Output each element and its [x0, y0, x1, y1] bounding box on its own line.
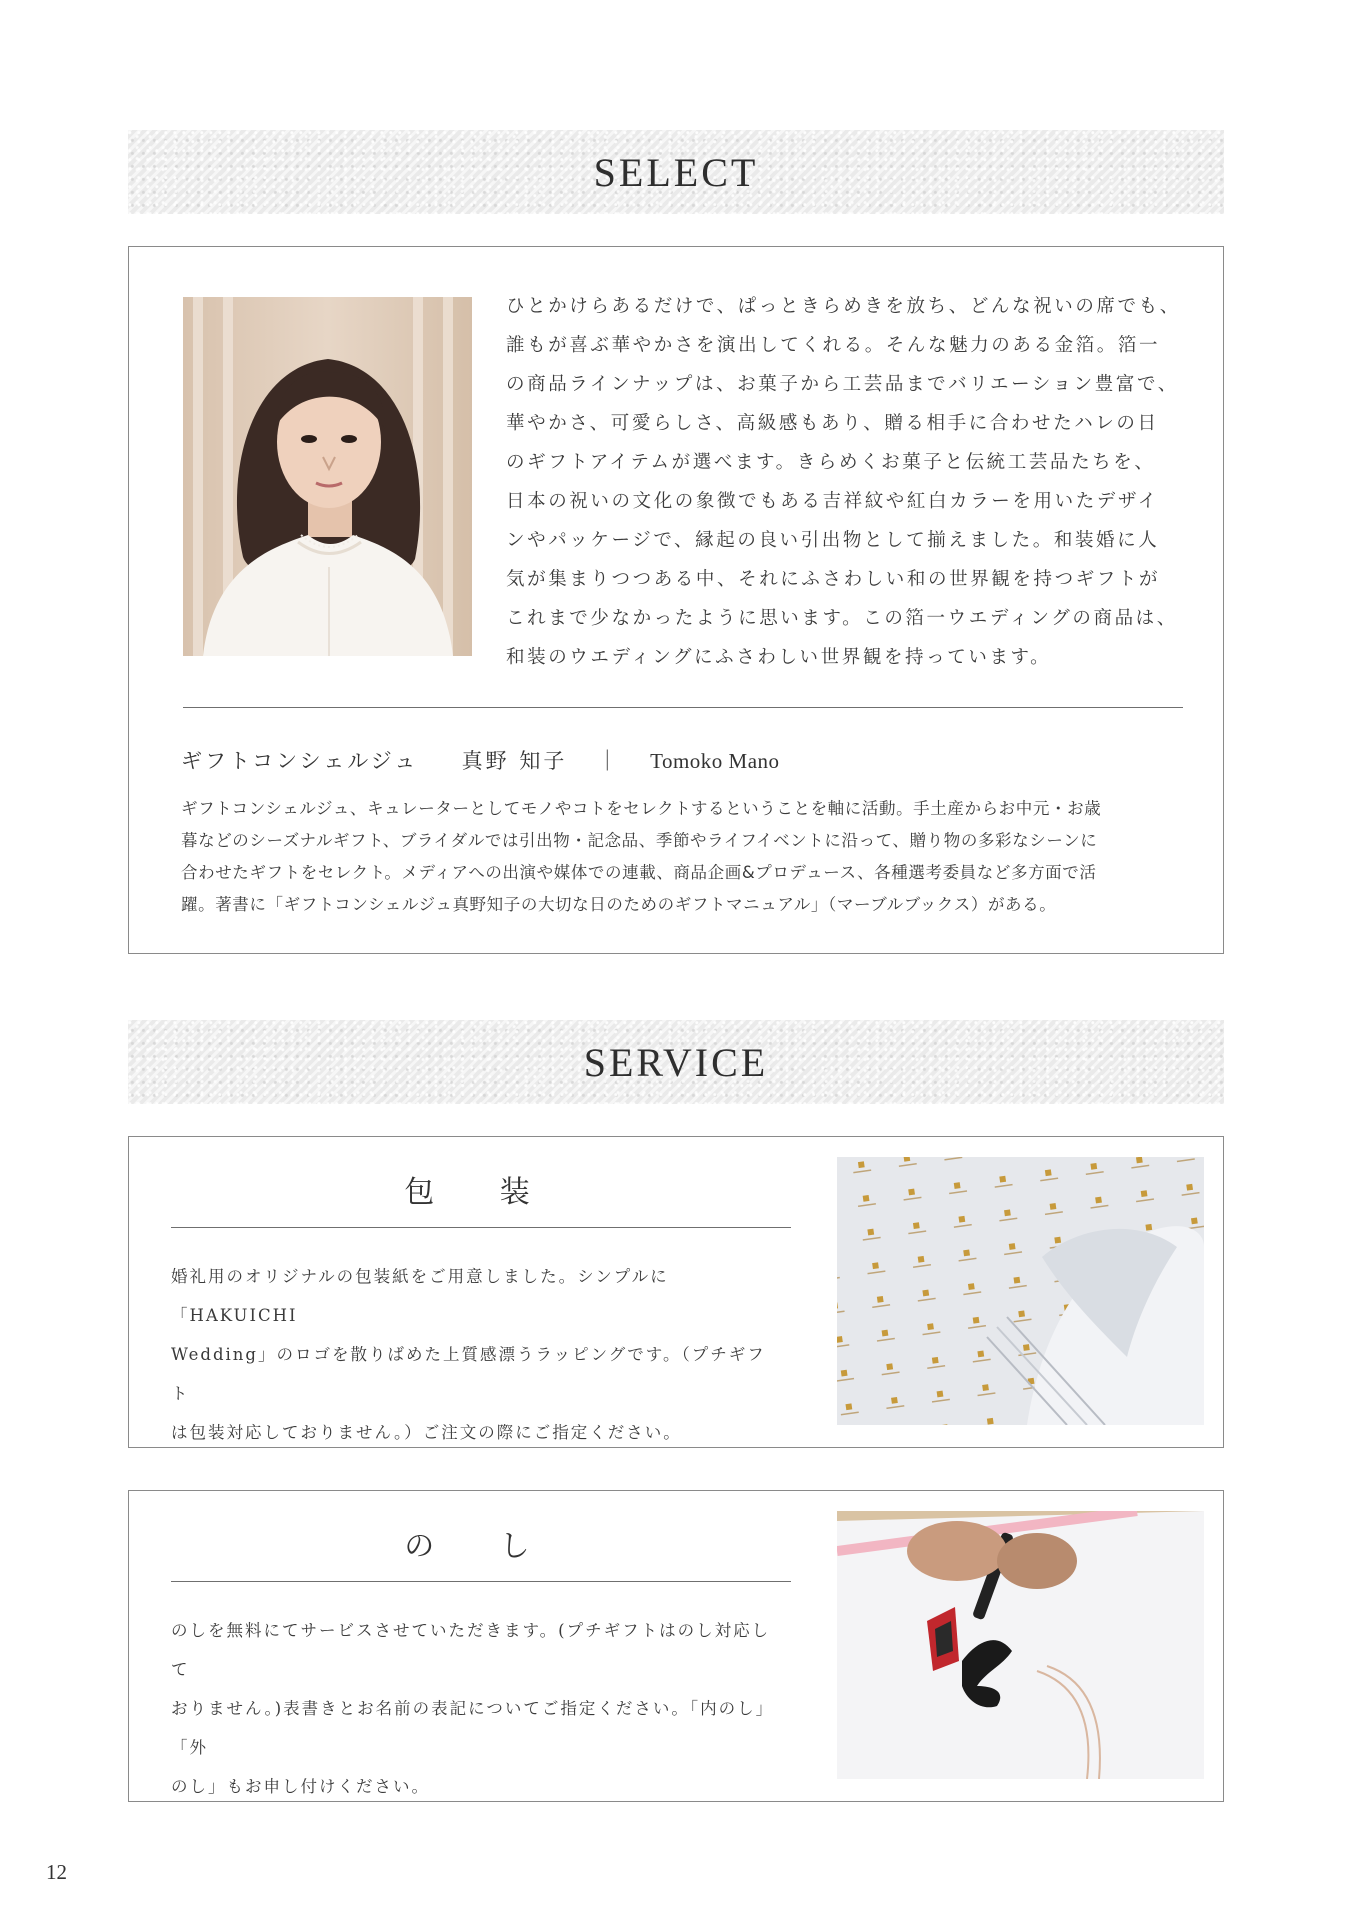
select-body-line: 和装のウエディングにふさわしい世界観を持っています。 [506, 647, 1052, 668]
bio-line: ギフトコンシェルジュ、キュレーターとしてモノやコトをセレクトするということを軸に活動。手土産からお中元・お歳 [181, 799, 1102, 818]
noshi-line: のし」もお申し付けください。 [171, 1777, 430, 1796]
wrapping-line: 婚礼用のオリジナルの包装紙をご用意しました。シンプルに「HAKUICHI [171, 1267, 669, 1325]
page-number: 12 [46, 1860, 67, 1884]
select-body-line: 誰もが喜ぶ華やかさを演出してくれる。そんな魅力のある金箔。箔一 [506, 335, 1161, 356]
bio-line: 暮などのシーズナルギフト、ブライダルでは引出物・記念品、季節やライフイベントに沿って、贈り物の多彩なシーンに [181, 831, 1098, 850]
noshi-box [128, 1490, 1224, 1802]
noshi-text [171, 1611, 771, 1806]
wrapping-text [171, 1257, 771, 1452]
wrapping-box [128, 1136, 1224, 1448]
wrapping-line: Wedding」のロゴを散りばめた上質感漂うラッピングです。（プチギフト [171, 1345, 766, 1403]
select-body-line: 日本の祝いの文化の象徴でもある吉祥紋や紅白カラーを用いたデザイ [506, 491, 1159, 512]
select-body-line: 気が集まりつつある中、それにふさわしい和の世界観を持つギフトが [506, 569, 1161, 590]
noshi-title: の し [404, 1529, 558, 1564]
concierge-name: 真野 知子 [461, 749, 568, 773]
bio-line: 合わせたギフトをセレクト。メディアへの出演や媒体での連載、商品企画&プロデュース、各種選考委員など多方面で活 [181, 863, 1097, 882]
wrapping-line: は包装対応しておりません。）ご注文の際にご指定ください。 [171, 1423, 682, 1442]
select-body-line: の商品ラインナップは、お菓子から工芸品までバリエーション豊富で、 [506, 374, 1179, 395]
select-box [128, 246, 1224, 954]
concierge-separator: ｜ [596, 749, 621, 773]
bio-line: 躍。著書に「ギフトコンシェルジュ真野知子の大切な日のためのギフトマニュアル」（マーブルブックス）がある。 [181, 895, 1057, 914]
concierge-credit [181, 745, 780, 775]
select-divider [183, 707, 1183, 708]
select-header-band [128, 130, 1224, 214]
service-header-band [128, 1020, 1224, 1104]
service-title: SERVICE [583, 1039, 769, 1085]
select-title: SELECT [593, 149, 759, 195]
select-body-line: これまで少なかったように思います。この箔一ウエディングの商品は、 [506, 608, 1178, 629]
select-body-line: ひとかけらあるだけで、ぱっときらめきを放ち、どんな祝いの席でも、 [506, 296, 1181, 317]
noshi-calligraphy-photo [837, 1511, 1204, 1779]
noshi-line: のしを無料にてサービスさせていただきます。(プチギフトはのし対応して [171, 1621, 771, 1679]
wrapping-paper-photo [837, 1157, 1204, 1425]
noshi-line: おりません。)表書きとお名前の表記についてご指定ください。「内のし」「外 [171, 1699, 766, 1757]
select-body-line: ンやパッケージで、縁起の良い引出物として揃えました。和装婚に人 [506, 530, 1160, 551]
select-body-line: 華やかさ、可愛らしさ、高級感もあり、贈る相手に合わせたハレの日 [506, 413, 1159, 434]
noshi-divider [171, 1581, 791, 1582]
select-body-line: のギフトアイテムが選べます。きらめくお菓子と伝統工芸品たちを、 [506, 452, 1156, 473]
select-body-text [506, 287, 1186, 677]
concierge-portrait-photo [183, 297, 472, 656]
concierge-role: ギフトコンシェルジュ [181, 749, 419, 773]
concierge-bio [181, 793, 1181, 921]
wrapping-title: 包 装 [404, 1175, 558, 1210]
wrapping-divider [171, 1227, 791, 1228]
concierge-name-en: Tomoko Mano [650, 749, 780, 773]
